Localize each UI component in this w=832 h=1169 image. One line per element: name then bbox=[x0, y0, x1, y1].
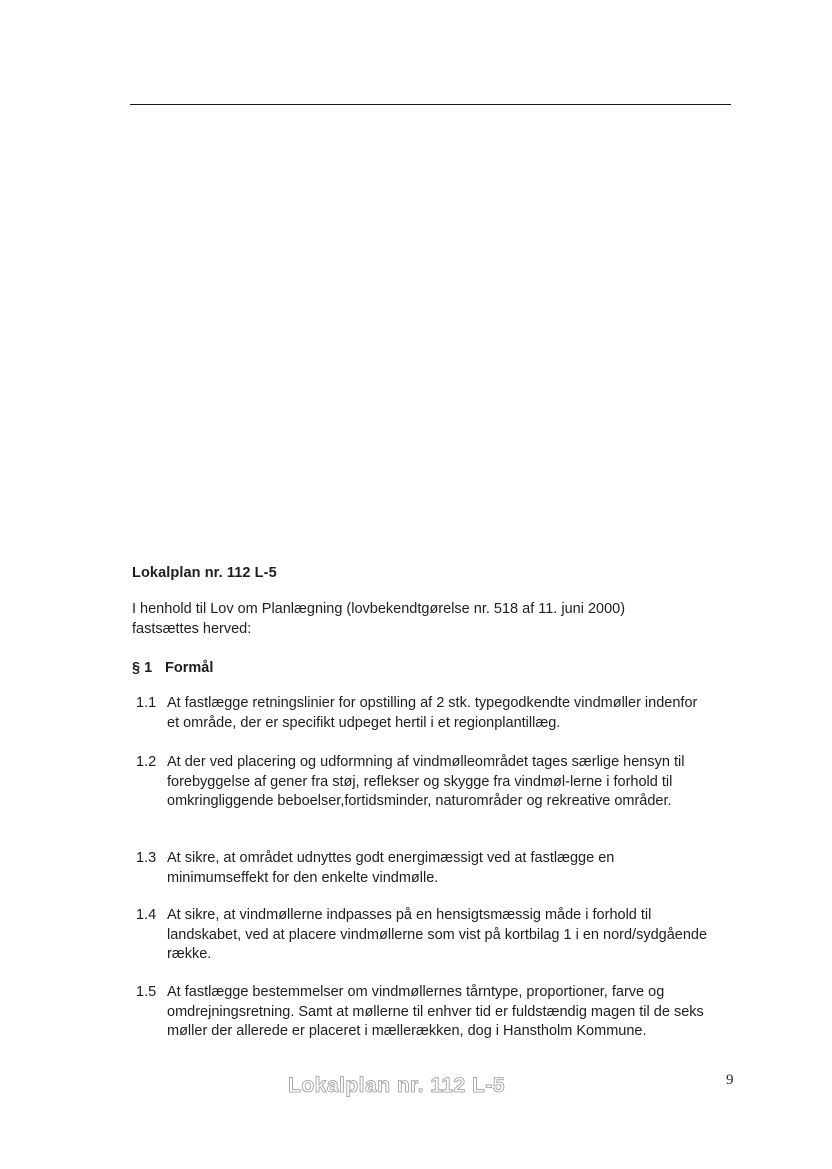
item-number: 1.5 bbox=[136, 984, 157, 1000]
footer-title: Lokalplan nr. 112 L-5 bbox=[288, 1074, 506, 1097]
list-item bbox=[132, 906, 712, 965]
item-text: At sikre, at vindmøllerne indpasses på en hensigtsmæssig måde i forhold til landskabet, ved at placere vindmøllerne som vist på kortbilag 1 i en nord/sydgående række. bbox=[167, 907, 708, 962]
intro-text: I henhold til Lov om Planlægning (lovbekendtgørelse nr. 518 af 11. juni 2000) fastsættes herved: bbox=[132, 601, 626, 637]
item-number: 1.4 bbox=[136, 907, 157, 923]
header-rule bbox=[130, 104, 731, 105]
list-item bbox=[132, 849, 712, 888]
item-number: 1.1 bbox=[136, 695, 157, 711]
list-item bbox=[132, 983, 712, 1042]
item-text: At sikre, at området udnyttes godt energimæssigt ved at fastlægge en minimumseffekt for den enkelte vindmølle. bbox=[167, 850, 615, 886]
list-item bbox=[132, 694, 712, 733]
section-number: § 1 bbox=[132, 660, 153, 676]
section-heading bbox=[132, 660, 213, 676]
list-item bbox=[132, 753, 712, 812]
item-text: At fastlægge bestemmelser om vindmøllernes tårntype, proportioner, farve og omdrejningsretning. Samt at møllerne til enhver tid er fuldstændig magen til de seks møller der allerede er placeret i mællerækken, dog i Hanstholm Kommune. bbox=[167, 984, 704, 1039]
item-number: 1.2 bbox=[136, 754, 157, 770]
intro-paragraph bbox=[132, 599, 692, 639]
page-number: 9 bbox=[726, 1072, 734, 1088]
item-text: At fastlægge retningslinier for opstilling af 2 stk. typegodkendte vindmøller indenfor et område, der er specifikt udpeget hertil i et regionplantillæg. bbox=[167, 695, 698, 731]
section-title: Formål bbox=[165, 660, 214, 676]
document-title: Lokalplan nr. 112 L-5 bbox=[132, 565, 277, 581]
item-number: 1.3 bbox=[136, 850, 157, 866]
item-text: At der ved placering og udformning af vindmølleområdet tages særlige hensyn til forebyggelse af gener fra støj, reflekser og skygge fra vindmøl-lerne i forhold til omkringliggende beboelser,fortidsminder, naturområder og rekreative områder. bbox=[167, 754, 685, 809]
